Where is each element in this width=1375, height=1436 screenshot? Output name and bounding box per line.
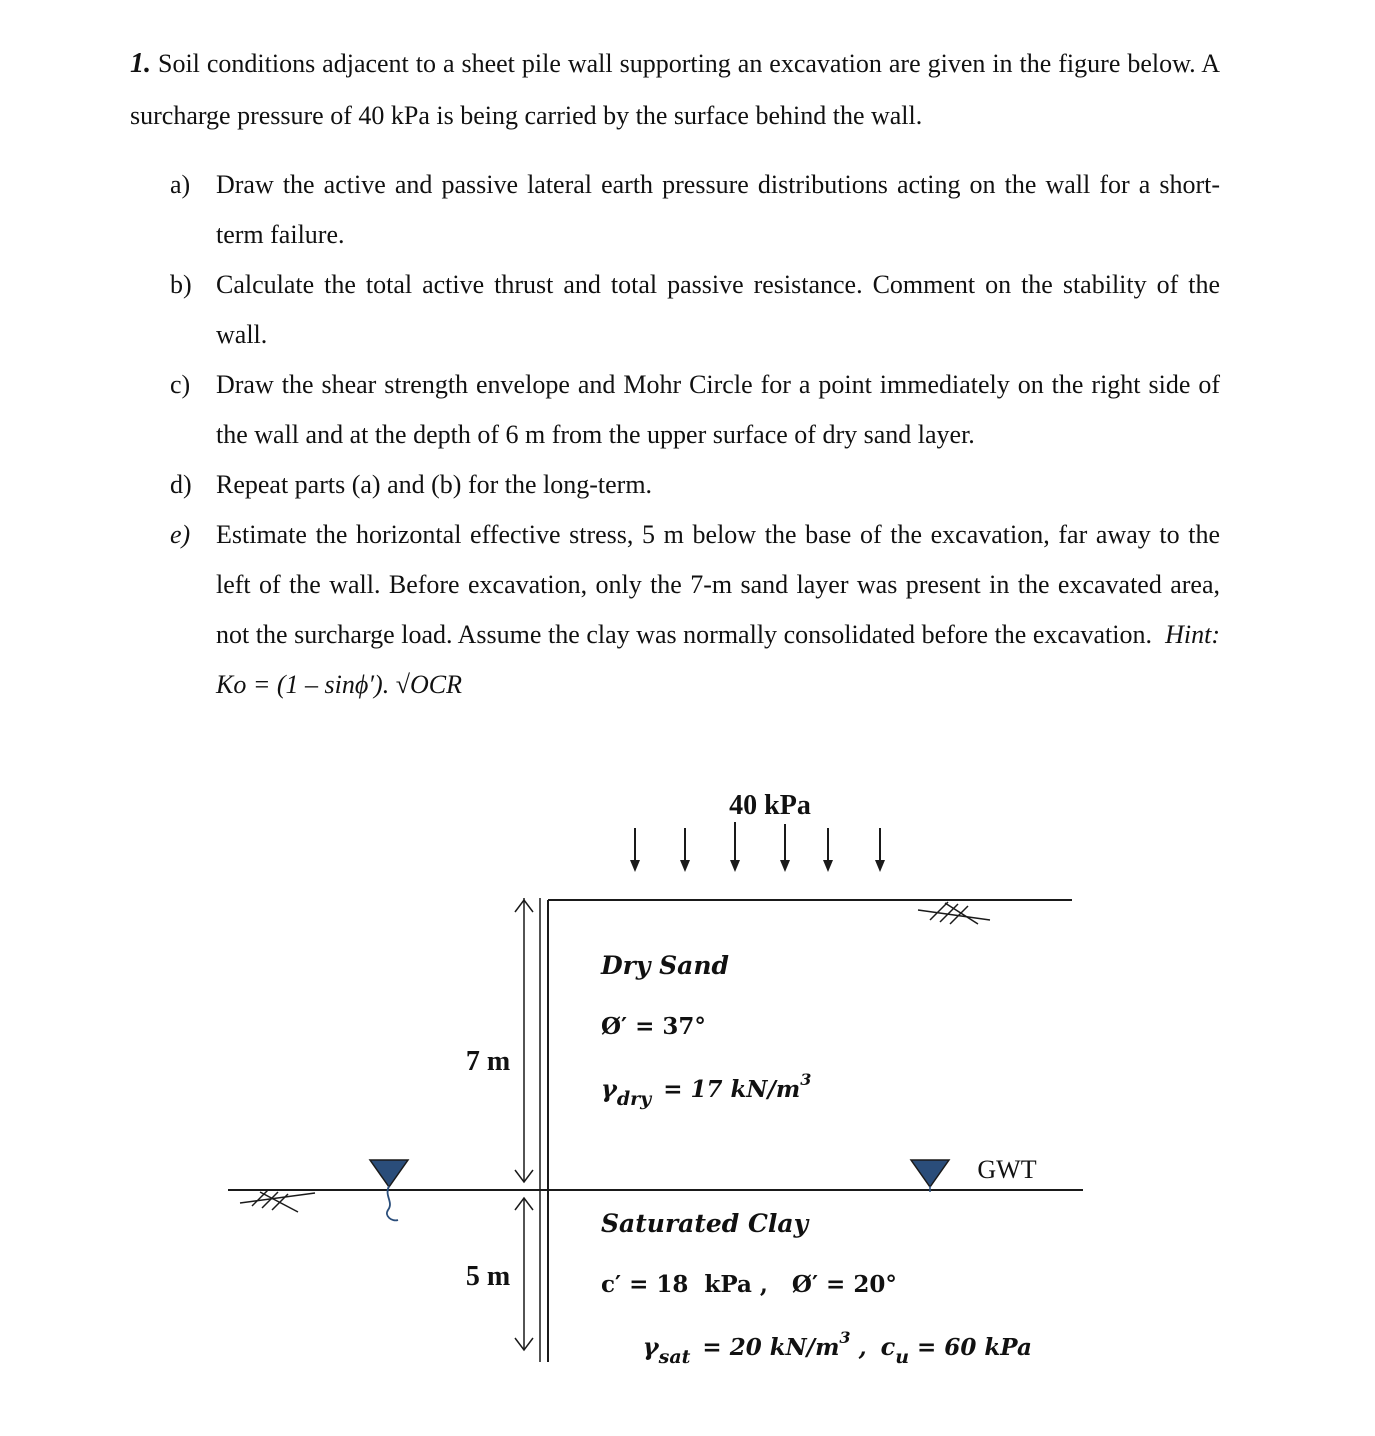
- part-e-hint: Hint: Ko = (1 – sinϕ′). √OCR: [216, 620, 1220, 699]
- ground-hatch-icon: [918, 902, 990, 924]
- dry-sand-gamma: [601, 1070, 811, 1110]
- down-arrow-icon: [780, 824, 790, 872]
- clay-strength-props: c′ = 18 kPa , Ø′ = 20°: [601, 1271, 897, 1298]
- dimension-7m-label: 7 m: [465, 1046, 511, 1077]
- gwt-label: GWT: [977, 1155, 1037, 1184]
- dimension-7m: [515, 898, 540, 1190]
- question-number: 1.: [130, 48, 151, 79]
- dimension-5m: [515, 1190, 540, 1362]
- gamma-symbol: γ: [642, 1332, 659, 1361]
- part-b-text: Calculate the total active thrust and total passive resistance. Comment on the stability of the wall.: [216, 270, 1220, 349]
- part-e-text: Estimate the horizontal effective stress, 5 m below the base of the excavation, far away to the left of the wall. Before excavation, only the 7-m sand layer was present in the excavated area, not the surcharge load. Assume the clay was normally consolidated before the excavation.: [216, 520, 1220, 649]
- down-arrow-icon: [730, 822, 740, 872]
- gamma-subscript: dry: [616, 1088, 652, 1110]
- part-c-text: Draw the shear strength envelope and Mohr Circle for a point immediately on the right side of the wall and at the depth of 6 m from the upper surface of dry sand layer.: [216, 370, 1220, 449]
- gamma-subscript: sat: [658, 1346, 691, 1368]
- part-c-label: c): [170, 370, 191, 399]
- clay-title: Saturated Clay: [601, 1209, 809, 1238]
- part-a-text: Draw the active and passive lateral earth pressure distributions acting on the wall for a short-term failure.: [216, 170, 1220, 249]
- cu-symbol: c: [880, 1332, 896, 1361]
- dry-sand-title: Dry Sand: [601, 951, 729, 980]
- gamma-exponent: 3: [800, 1070, 812, 1089]
- down-arrow-icon: [680, 828, 690, 872]
- cu-value: = 60 kPa: [917, 1334, 1032, 1361]
- separator: ,: [850, 1334, 867, 1361]
- part-d-label: d): [170, 470, 192, 499]
- down-arrow-icon: [875, 828, 885, 872]
- cu-subscript: u: [895, 1346, 910, 1368]
- surcharge-label: 40 kPa: [729, 790, 811, 821]
- down-arrow-icon: [630, 828, 640, 872]
- down-arrow-icon: [823, 828, 833, 872]
- gamma-value: = 20 kN/m: [702, 1334, 840, 1361]
- dry-sand-phi: Ø′ = 37°: [601, 1013, 706, 1040]
- part-a-label: a): [170, 170, 191, 199]
- part-b-label: b): [170, 270, 192, 299]
- clay-unit-weight: [601, 1328, 1057, 1368]
- gamma-value: = 17 kN/m: [663, 1076, 801, 1103]
- surcharge-arrows: [630, 822, 885, 872]
- part-d-text: Repeat parts (a) and (b) for the long-term.: [216, 470, 653, 499]
- dimension-5m-label: 5 m: [465, 1261, 511, 1292]
- water-table-right-icon: [911, 1160, 949, 1192]
- gamma-symbol: γ: [601, 1074, 617, 1103]
- question-intro-text: Soil conditions adjacent to a sheet pile wall supporting an excavation are given in the figure below. A surcharge pressure of 40 kPa is being carried by the surface behind the wall.: [130, 49, 1220, 130]
- part-e-label: e): [170, 520, 191, 549]
- gamma-exponent: 3: [839, 1328, 851, 1347]
- ground-hatch-icon: [240, 1190, 315, 1212]
